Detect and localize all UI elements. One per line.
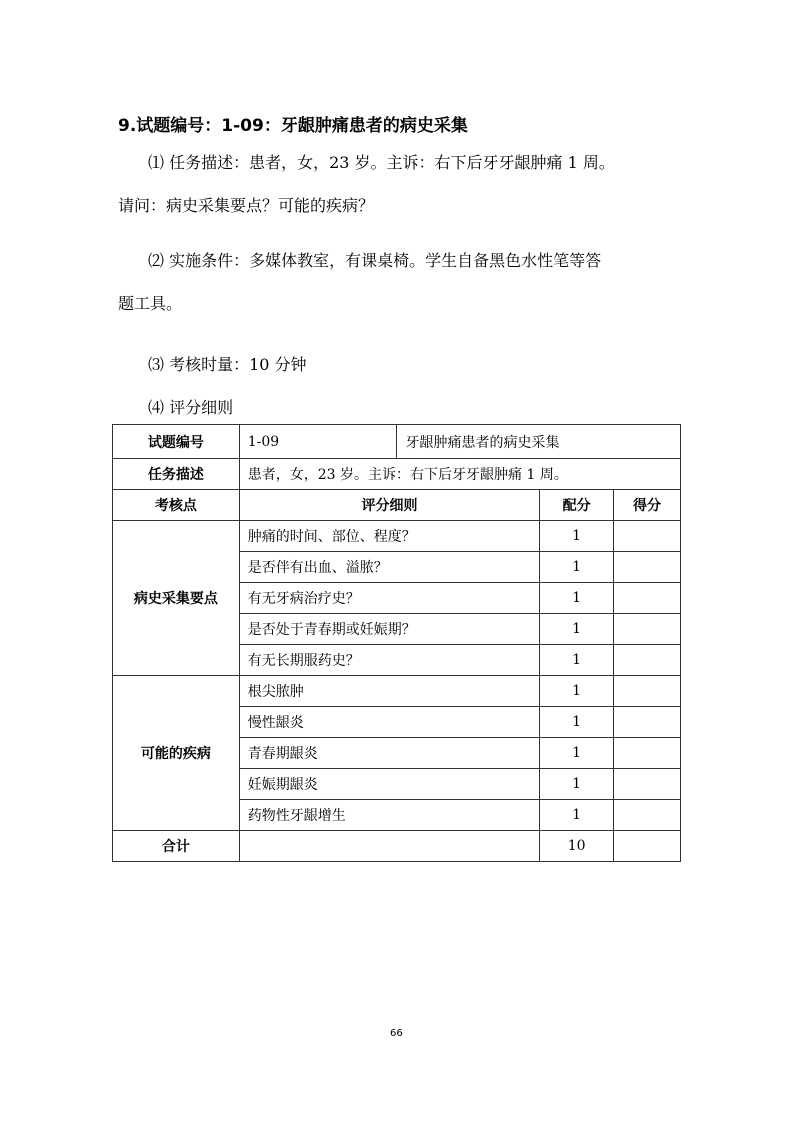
id-label: 试题编号	[113, 425, 240, 459]
header-point: 考核点	[113, 490, 240, 521]
item-got	[614, 645, 681, 676]
item-text: 根尖脓肿	[239, 676, 539, 707]
item-score: 1	[540, 583, 614, 614]
table-row	[113, 425, 681, 459]
total-row	[113, 831, 681, 862]
item-got	[614, 521, 681, 552]
scoring-table	[112, 424, 681, 862]
item-got	[614, 676, 681, 707]
task-label: 任务描述	[113, 459, 240, 490]
question-title: 9.试题编号：1-09：牙龈肿痛患者的病史采集	[118, 116, 468, 136]
item-text: 有无长期服药史？	[239, 645, 539, 676]
header-detail: 评分细则	[239, 490, 539, 521]
id-name: 牙龈肿痛患者的病史采集	[397, 425, 681, 459]
item-text: 青春期龈炎	[239, 738, 539, 769]
item-got	[614, 583, 681, 614]
page-number: 66	[390, 1028, 403, 1039]
item-got	[614, 738, 681, 769]
id-value: 1-09	[239, 425, 397, 459]
item-text: 妊娠期龈炎	[239, 769, 539, 800]
item-score: 1	[540, 676, 614, 707]
total-empty	[239, 831, 539, 862]
item-score: 1	[540, 800, 614, 831]
total-got	[614, 831, 681, 862]
total-value: 10	[540, 831, 614, 862]
time-limit: ⑶ 考核时量：10 分钟	[148, 355, 307, 374]
task-value: 患者，女，23 岁。主诉：右下后牙牙龈肿痛 1 周。	[239, 459, 680, 490]
item-score: 1	[540, 769, 614, 800]
item-text: 药物性牙龈增生	[239, 800, 539, 831]
item-text: 有无牙病治疗史？	[239, 583, 539, 614]
item-text: 肿痛的时间、部位、程度？	[239, 521, 539, 552]
item-got	[614, 552, 681, 583]
conditions-cont: 题工具。	[118, 294, 183, 313]
item-text: 是否处于青春期或妊娠期？	[239, 614, 539, 645]
task-description: ⑴ 任务描述：患者，女，23 岁。主诉：右下后牙牙龈肿痛 1 周。	[148, 153, 615, 172]
item-got	[614, 769, 681, 800]
item-score: 1	[540, 614, 614, 645]
group-history: 病史采集要点	[113, 521, 240, 676]
item-text: 是否伴有出血、溢脓？	[239, 552, 539, 583]
table-row	[113, 459, 681, 490]
item-score: 1	[540, 707, 614, 738]
scoring-heading: ⑷ 评分细则	[148, 398, 234, 417]
item-text: 慢性龈炎	[239, 707, 539, 738]
group-diseases: 可能的疾病	[113, 676, 240, 831]
table-header-row	[113, 490, 681, 521]
table-row	[113, 676, 681, 707]
item-got	[614, 800, 681, 831]
task-question: 请问：病史采集要点？可能的疾病？	[118, 196, 375, 215]
table-row	[113, 521, 681, 552]
header-score: 配分	[540, 490, 614, 521]
total-label: 合计	[113, 831, 240, 862]
item-score: 1	[540, 738, 614, 769]
item-score: 1	[540, 521, 614, 552]
item-got	[614, 707, 681, 738]
item-score: 1	[540, 645, 614, 676]
item-got	[614, 614, 681, 645]
header-got: 得分	[614, 490, 681, 521]
item-score: 1	[540, 552, 614, 583]
conditions: ⑵ 实施条件：多媒体教室，有课桌椅。学生自备黑色水性笔等答	[148, 251, 602, 270]
